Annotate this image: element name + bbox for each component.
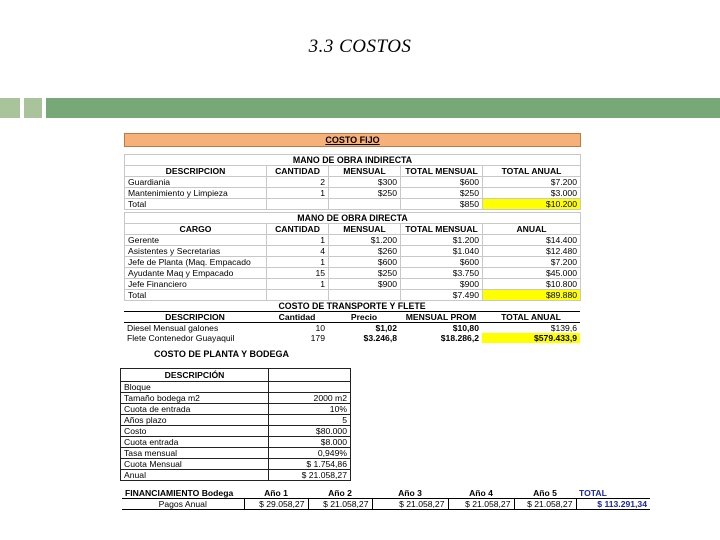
table-row-total	[125, 290, 581, 301]
cell: $250	[329, 188, 401, 199]
cell: $10,80	[400, 323, 482, 334]
cell: $7.200	[483, 177, 581, 188]
cell: $ 21.058,27	[514, 499, 576, 510]
cell-total: $ 113.291,34	[576, 499, 650, 510]
cell: $ 21.058,27	[308, 499, 372, 510]
col-header: TOTAL ANUAL	[482, 312, 580, 323]
cell: $1.200	[329, 235, 401, 246]
cell: $10.800	[483, 279, 581, 290]
table-row	[121, 459, 351, 470]
col-header: Año 3	[398, 488, 422, 498]
cell: $250	[329, 268, 401, 279]
accent-bar-main	[46, 98, 720, 118]
table-row	[121, 470, 351, 481]
cell: $3.000	[483, 188, 581, 199]
cell: $ 29.058,27	[244, 499, 308, 510]
cell: Flete Contenedor Guayaquil	[127, 333, 235, 343]
col-header: CARGO	[125, 224, 267, 235]
cell: $ 21.058,27	[448, 499, 514, 510]
col-header: MENSUAL PROM	[400, 312, 482, 323]
cell: Total	[125, 199, 267, 210]
cell: Jefe Financiero	[125, 279, 267, 290]
cell: Guardiania	[125, 177, 267, 188]
cell: $250	[401, 188, 483, 199]
planta-table	[120, 368, 351, 481]
cell: $ 21.058,27	[372, 499, 448, 510]
col-header: Año 4	[469, 488, 493, 498]
cell: $600	[329, 257, 401, 268]
table-row	[121, 437, 351, 448]
table-row	[125, 268, 581, 279]
costo-fijo-label: COSTO FIJO	[325, 135, 380, 145]
cell: Mantenimiento y Limpieza	[125, 188, 267, 199]
cell: Costo	[121, 426, 269, 437]
table-row	[125, 279, 581, 290]
cell: 2	[267, 177, 329, 188]
directa-table	[124, 212, 581, 301]
cell: Diesel Mensual galones	[124, 323, 266, 334]
cell: Jefe de Planta (Maq. Empacado	[125, 257, 267, 268]
cell: $3.750	[401, 268, 483, 279]
table-row	[121, 393, 351, 404]
cell: 4	[267, 246, 329, 257]
cell: $900	[401, 279, 483, 290]
table-row	[125, 188, 581, 199]
indirecta-title: MANO DE OBRA INDIRECTA	[125, 155, 581, 166]
cell: $300	[329, 177, 401, 188]
slide-title: 3.3 COSTOS	[308, 36, 412, 57]
cell: Anual	[121, 470, 269, 481]
cell: $7.490	[401, 290, 483, 301]
accent-bar-small-2	[24, 98, 42, 118]
cell: $80.000	[269, 426, 351, 437]
col-header: FINANCIAMIENTO Bodega	[125, 488, 234, 498]
cell	[267, 290, 329, 301]
cell: Cuota de entrada	[121, 404, 269, 415]
cell: $1.200	[401, 235, 483, 246]
transporte-table	[124, 301, 580, 343]
col-header: CANTIDAD	[267, 166, 329, 177]
cell: $ 21.058,27	[269, 470, 351, 481]
cell: 1	[267, 188, 329, 199]
cell: $8.000	[269, 437, 351, 448]
col-header: MENSUAL	[329, 224, 401, 235]
col-header: Precio	[328, 312, 400, 323]
cell	[269, 382, 351, 393]
cell	[329, 290, 401, 301]
cell	[269, 369, 351, 382]
col-header: Cantidad	[266, 312, 328, 323]
cell: Tamaño bodega m2	[121, 393, 269, 404]
table-row	[124, 333, 580, 343]
accent-bar-small-1	[0, 98, 20, 118]
cell-highlight: $89.880	[483, 290, 581, 301]
cell: Bloque	[121, 382, 269, 393]
planta-header: DESCRIPCIÓN	[121, 369, 269, 382]
cell	[267, 199, 329, 210]
cell: $7.200	[483, 257, 581, 268]
col-header: TOTAL	[579, 488, 607, 498]
cell: 5	[269, 415, 351, 426]
col-header: TOTAL MENSUAL	[401, 166, 483, 177]
col-header: Año 1	[264, 488, 288, 498]
col-header: DESCRIPCION	[125, 166, 267, 177]
col-header: TOTAL ANUAL	[483, 166, 581, 177]
cell: 1	[267, 257, 329, 268]
cell: Ayudante Maq y Empacado	[125, 268, 267, 279]
cell: $900	[329, 279, 401, 290]
col-header: Año 2	[328, 488, 352, 498]
cell: 10%	[269, 404, 351, 415]
cell	[329, 199, 401, 210]
cell: $600	[401, 257, 483, 268]
cell: $45.000	[483, 268, 581, 279]
col-header: CANTIDAD	[267, 224, 329, 235]
cell: Años plazo	[121, 415, 269, 426]
cell: 10	[266, 323, 328, 334]
indirecta-table	[124, 154, 581, 210]
transporte-title: COSTO DE TRANSPORTE Y FLETE	[278, 301, 426, 311]
table-row	[121, 448, 351, 459]
table-row	[125, 246, 581, 257]
planta-title: COSTO DE PLANTA Y BODEGA	[154, 349, 290, 359]
cell: Pagos Anual	[158, 499, 207, 509]
table-row	[121, 404, 351, 415]
cell: Cuota Mensual	[121, 459, 269, 470]
cell: $14.400	[483, 235, 581, 246]
cell-highlight: $10.200	[483, 199, 581, 210]
cell: $12.480	[483, 246, 581, 257]
col-header: MENSUAL	[329, 166, 401, 177]
table-row	[122, 499, 650, 510]
cell: 179	[310, 333, 325, 343]
cell: $850	[401, 199, 483, 210]
cell: 15	[267, 268, 329, 279]
cell: $ 1.754,86	[269, 459, 351, 470]
col-header: DESCRIPCION	[124, 312, 266, 323]
cell: $1,02	[328, 323, 400, 334]
cell: Tasa mensual	[121, 448, 269, 459]
table-row	[124, 323, 580, 334]
cell: Cuota entrada	[121, 437, 269, 448]
col-header: Año 5	[533, 488, 557, 498]
table-row	[125, 257, 581, 268]
cell: Asistentes y Secretarias	[125, 246, 267, 257]
financiamiento-table	[122, 488, 650, 510]
table-row	[121, 426, 351, 437]
cell: 0,949%	[269, 448, 351, 459]
table-row-total	[125, 199, 581, 210]
cell: $3.246,8	[363, 333, 397, 343]
cell: $1.040	[401, 246, 483, 257]
cell: Gerente	[125, 235, 267, 246]
cell-highlight: $579.433,9	[482, 333, 580, 343]
table-row	[121, 382, 351, 393]
cell: Total	[125, 290, 267, 301]
cell: $18.286,2	[440, 333, 479, 343]
cell: $600	[401, 177, 483, 188]
table-row	[125, 235, 581, 246]
cell: 1	[267, 279, 329, 290]
cell: 2000 m2	[269, 393, 351, 404]
cell: $260	[329, 246, 401, 257]
cell: 1	[267, 235, 329, 246]
table-row	[121, 415, 351, 426]
cell: $139,6	[482, 323, 580, 334]
col-header: TOTAL MENSUAL	[401, 224, 483, 235]
directa-title: MANO DE OBRA DIRECTA	[125, 213, 581, 224]
costo-fijo-header	[124, 133, 581, 147]
table-row	[125, 177, 581, 188]
col-header: ANUAL	[483, 224, 581, 235]
